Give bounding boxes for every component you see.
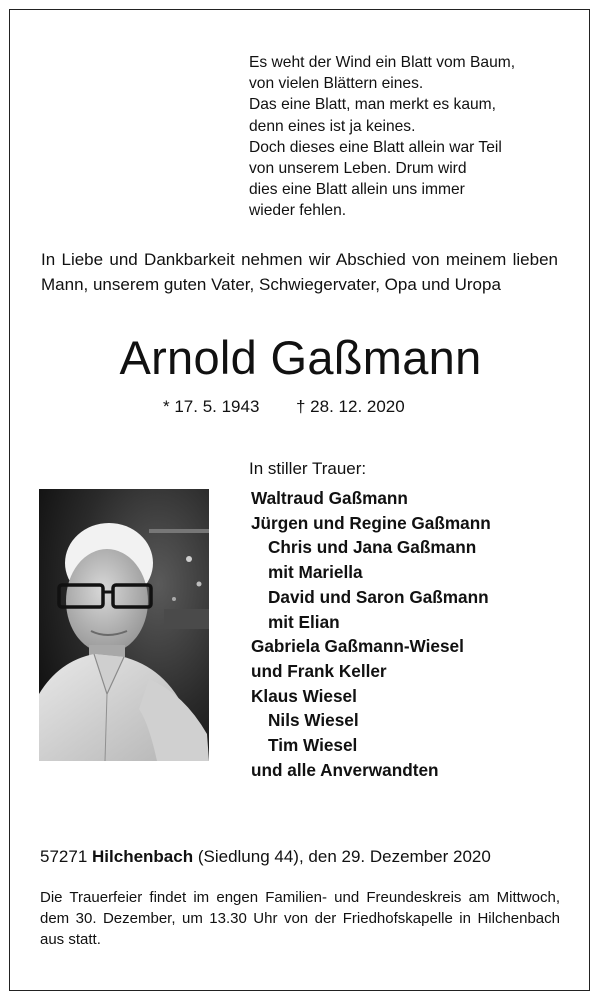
mourner-name: und Frank Keller bbox=[251, 660, 387, 681]
funeral-info: Die Trauerfeier findet im engen Familien- und Freundeskreis am Mittwoch, dem 30. Dezember, um 13.30 Uhr von der Friedhofskapelle in Hilchenbach aus statt. bbox=[40, 889, 560, 948]
place-and-date bbox=[40, 846, 491, 868]
poem-line: denn eines ist ja keines. bbox=[249, 117, 416, 135]
mourner-name: Chris und Jana Gaßmann bbox=[268, 537, 477, 558]
mourner-name: Waltraud Gaßmann bbox=[251, 488, 408, 508]
address-date: (Siedlung 44), den 29. Dezember 2020 bbox=[197, 847, 491, 866]
mourner-name: David und Saron Gaßmann bbox=[268, 586, 489, 607]
poem-line: Es weht der Wind ein Blatt vom Baum, bbox=[249, 54, 516, 71]
mourner-name: Tim Wiesel bbox=[268, 735, 358, 756]
mourner-name: Klaus Wiesel bbox=[251, 685, 357, 706]
farewell-text: In Liebe und Dankbarkeit nehmen wir Abschied von meinem lieben Mann, unserem guten Vater, Schwiegervater, Opa und Uropa bbox=[41, 250, 558, 294]
poem-line: dies eine Blatt allein uns immer bbox=[249, 181, 465, 199]
poem-line: Doch dieses eine Blatt allein war Teil bbox=[249, 138, 502, 156]
mourner-name: Gabriela Gaßmann-Wiesel bbox=[251, 636, 464, 657]
poem-line: Das eine Blatt, man merkt es kaum, bbox=[249, 96, 496, 114]
birth-date: * 17. 5. 1943 bbox=[163, 397, 260, 416]
city-name: Hilchenbach bbox=[92, 847, 194, 866]
mourner-name: Jürgen und Regine Gaßmann bbox=[251, 512, 491, 533]
poem bbox=[249, 52, 515, 222]
portrait-photo bbox=[39, 489, 209, 761]
postal-code: 57271 bbox=[40, 847, 88, 866]
mourners-list bbox=[251, 486, 491, 782]
mourner-name: mit Mariella bbox=[268, 562, 363, 583]
poem-line: von vielen Blättern eines. bbox=[249, 75, 424, 93]
mourning-label: In stiller Trauer: bbox=[249, 459, 367, 478]
mourner-name: mit Elian bbox=[268, 611, 340, 632]
poem-line: wieder fehlen. bbox=[249, 202, 347, 220]
death-date: † 28. 12. 2020 bbox=[296, 397, 405, 416]
poem-line: von unserem Leben. Drum wird bbox=[249, 160, 467, 178]
mourner-name: und alle Anverwandten bbox=[251, 759, 439, 780]
deceased-name: Arnold Gaßmann bbox=[119, 331, 482, 384]
portrait-image bbox=[39, 489, 209, 761]
mourner-name: Nils Wiesel bbox=[268, 710, 359, 731]
